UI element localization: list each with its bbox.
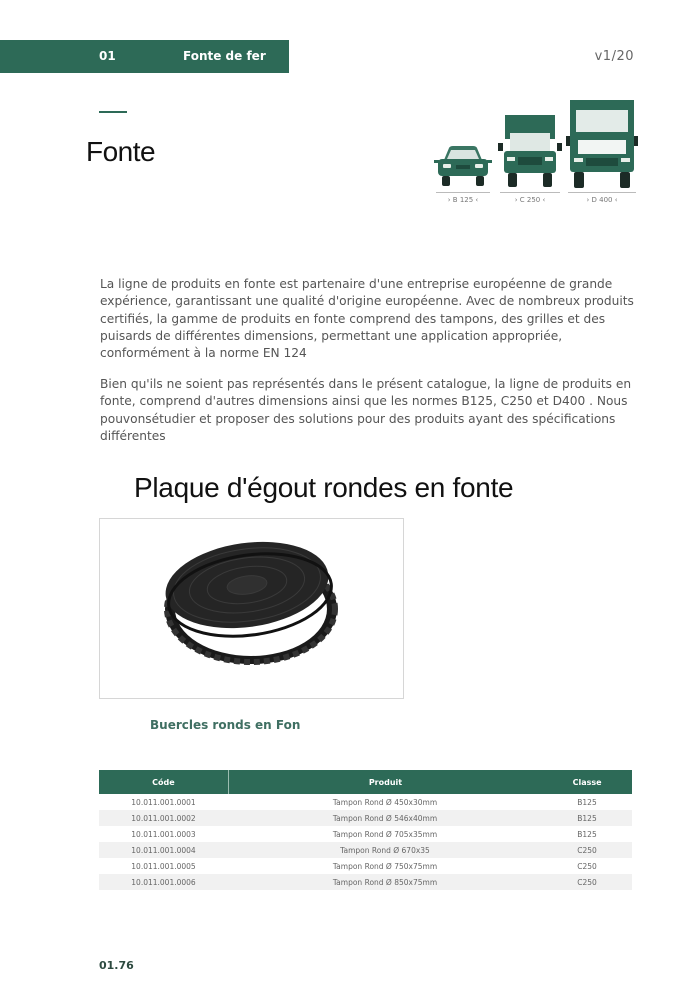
cell-class: B125 [577,813,597,823]
small-truck-icon [498,113,562,190]
table-row [99,810,632,826]
cell-code: 10.011.001.0004 [131,845,196,855]
title-accent-rule [99,111,127,113]
class-label-c250: › C 250 ‹ [514,196,546,204]
vehicle-underline [500,192,560,193]
table-row [99,858,632,874]
cell-product: Tampon Rond Ø 450x30mm [332,797,438,807]
cell-class: C250 [577,845,597,855]
cell-product: Tampon Rond Ø 546x40mm [332,813,438,823]
cell-product: Tampon Rond Ø 850x75mm [332,877,438,887]
table-header [99,770,632,794]
cell-class: B125 [577,797,597,807]
vehicle-underline [568,192,636,193]
class-label-d400: › D 400 ‹ [586,196,618,204]
cell-code: 10.011.001.0003 [131,829,196,839]
cell-class: C250 [577,877,597,887]
chapter-number: 01 [99,49,116,63]
product-photo-frame [99,518,404,699]
class-label-b125: › B 125 ‹ [447,196,479,204]
page-number: 01.76 [99,959,134,972]
large-truck-icon [566,100,638,190]
version-label: v1/20 [594,49,634,64]
table-row [99,842,632,858]
cell-class: C250 [577,861,597,871]
column-header-code: Códe [99,770,229,794]
cell-code: 10.011.001.0001 [131,797,196,807]
product-caption: Buercles ronds en Fon [150,718,301,732]
product-table [99,770,632,890]
cell-code: 10.011.001.0002 [131,813,196,823]
chapter-title: Fonte de fer [183,49,266,63]
vehicle-underline [436,192,490,193]
cell-product: Tampon Rond Ø 705x35mm [332,829,438,839]
cell-code: 10.011.001.0006 [131,877,196,887]
cell-code: 10.011.001.0005 [131,861,196,871]
intro-paragraph: La ligne de produits en fonte est partenaire d'une entreprise européenne de grande expérience, garantissant une qualité d'origine européenne. Avec de nombreux produits certifiés, la gamme de produits en fonte comprend des tampons, des grilles et des puisards de différentes dimensions, permettant une application appropriée, conformément à la norme EN 124 [100,277,634,361]
manhole-cover-image [100,519,403,698]
page-title: Fonte [86,136,156,167]
dimensions-paragraph: Bien qu'ils ne soient pas représentés dans le présent catalogue, la ligne de produits en fonte, comprend d'autres dimensions ainsi que les normes B125, C250 et D400 . Nous pouvonsétudier et proposer des solutions pour des produits ayant des spécifications différentes [100,377,632,443]
section-title: Plaque d'égout rondes en fonte [134,472,514,503]
cell-product: Tampon Rond Ø 670x35 [340,845,430,855]
table-row [99,874,632,890]
cell-class: B125 [577,829,597,839]
car-icon [434,140,492,190]
column-header-class: Classe [572,777,602,787]
column-header-product: Produit [368,777,403,787]
table-row [99,826,632,842]
table-row [99,794,632,810]
cell-product: Tampon Rond Ø 750x75mm [332,861,438,871]
